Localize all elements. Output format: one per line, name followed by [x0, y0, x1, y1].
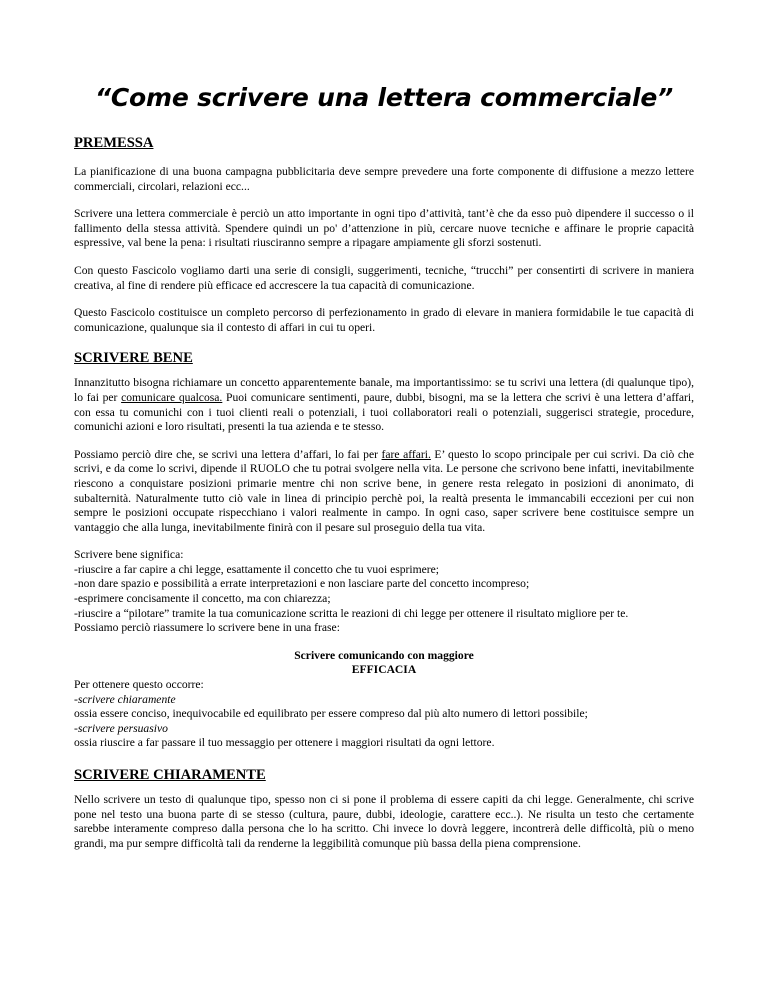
premessa-paragraph-1: La pianificazione di una buona campagna pubblicitaria deve sempre prevedere una forte componente di diffusione a mezzo lettere commerciali, circolari, relazioni ecc...	[74, 165, 694, 193]
premessa-paragraph-2: Scrivere una lettera commerciale è perciò un atto importante in ogni tipo d’attività, tant’è che da esso può dipendere il successo o il fallimento della stessa attività. Spendere quindi un po' d’attenzione in più, cercare nuove tecniche e affinare le proprie capacità espressive, val bene la pena: i risultati riusciranno sempre a ripagare ampiamente gli sforzi sostenuti.	[74, 207, 694, 250]
requirement-label: -scrivere chiaramente	[74, 692, 176, 706]
list-item: -non dare spazio e possibilità a errate interpretazioni e non lasciare parte del concetto incompreso;	[74, 577, 530, 591]
motto-line-1: Scrivere comunicando con maggiore	[294, 648, 474, 662]
text-run: Puoi comunicare sentimenti, paure, dubbi, bisogni, ma se la lettera che scrivi è una lettera d’affari, con essa tu comunichi con i tuoi clienti reali o potenziali, i tuoi collaboratori reali o potenziali, suggerisci strategie, procedure, comunichi azioni e loro risultati, presenti la tua azienda e te stesso.	[74, 390, 694, 434]
underlined-phrase: fare affari.	[381, 447, 431, 461]
scrivere-bene-paragraph-2	[74, 448, 694, 536]
list-outro: Possiamo perciò riassumere lo scrivere bene in una frase:	[74, 621, 340, 635]
motto-line-2: EFFICACIA	[351, 663, 417, 677]
text-run: E’ questo lo scopo principale per cui scrivi. Da ciò che scrivi, e da come lo scrivi, dipende il RUOLO che tu potrai svolgere nella vita. Le persone che scrivono bene infatti, inevitabilmente riescono a conquistare posizioni primarie mentre chi non scrive bene, in genere resta relegato in posizioni di anonimato, di subalternità. Naturalmente tutto ciò vale in linea di principio perchè poi, la realtà presenta le immancabili eccezioni per cui non sempre le posizioni occupate rispecchiano i valori realmente in campo. In ogni caso, saper scrivere bene costituisce sempre un vantaggio che alla lunga, inevitabilmente finirà con il pesare sul proseguio della tua vita.	[74, 447, 694, 534]
premessa-paragraph-4: Questo Fascicolo costituisce un completo percorso di perfezionamento in grado di elevare in maniera formidabile le tue capacità di comunicazione, qualunque sia il contesto di affari in cui tu operi.	[74, 306, 694, 334]
scrivere-bene-paragraph-1	[74, 376, 694, 434]
list-item: -esprimere concisamente il concetto, ma con chiarezza;	[74, 592, 331, 606]
heading-scrivere-bene: SCRIVERE BENE	[74, 350, 193, 367]
list-intro: Scrivere bene significa:	[74, 548, 184, 562]
text-run: Possiamo perciò dire che, se scrivi una lettera d’affari, lo fai per	[74, 447, 382, 461]
premessa-paragraph-3: Con questo Fascicolo vogliamo darti una serie di consigli, suggerimenti, tecniche, “trucchi” per consentirti di scrivere in maniera creativa, al fine di rendere più efficace ed accrescere la tua capacità di comunicazione.	[74, 263, 694, 292]
list-item: -riuscire a far capire a chi legge, esattamente il concetto che tu vuoi esprimere;	[74, 562, 440, 576]
requirements-intro: Per ottenere questo occorre:	[74, 678, 204, 692]
heading-premessa: PREMESSA	[74, 135, 154, 151]
requirement-text: ossia riuscire a far passare il tuo messaggio per ottenere i maggiori risultati da ogni lettore.	[74, 736, 495, 750]
list-item: -riuscire a “pilotare” tramite la tua comunicazione scritta le reazioni di chi legge per ottenere il risultato migliore per te.	[74, 606, 629, 620]
scrivere-chiaramente-paragraph-1: Nello scrivere un testo di qualunque tipo, spesso non ci si pone il problema di essere capiti da chi legge. Generalmente, chi scrive pone nel testo una buona parte di se stesso (cultura, paure, dubbi, ideologie, carattere ecc..). Ne risulta un testo che certamente sarebbe interamente compreso dalla persona che lo ha scritto. Chi invece lo dovrà leggere, incontrerà delle difficoltà, più o meno grandi, ma pur sempre difficoltà tali da renderne la leggibilità comunque più bassa della piena comprensione.	[74, 793, 694, 850]
underlined-phrase: comunicare qualcosa.	[121, 390, 223, 404]
requirement-label: -scrivere persuasivo	[74, 721, 168, 735]
document-title: “Come scrivere una lettera commerciale”	[94, 83, 674, 112]
text-run: Innanzitutto bisogna richiamare un concetto apparentemente banale, ma importantissimo: se tu scrivi una lettera (di qualunque tipo), lo fai per	[74, 376, 694, 404]
heading-scrivere-chiaramente: SCRIVERE CHIARAMENTE	[74, 767, 266, 783]
requirement-text: ossia essere conciso, inequivocabile ed equilibrato per essere compreso dal più alto numero di lettori possibile;	[74, 707, 588, 721]
